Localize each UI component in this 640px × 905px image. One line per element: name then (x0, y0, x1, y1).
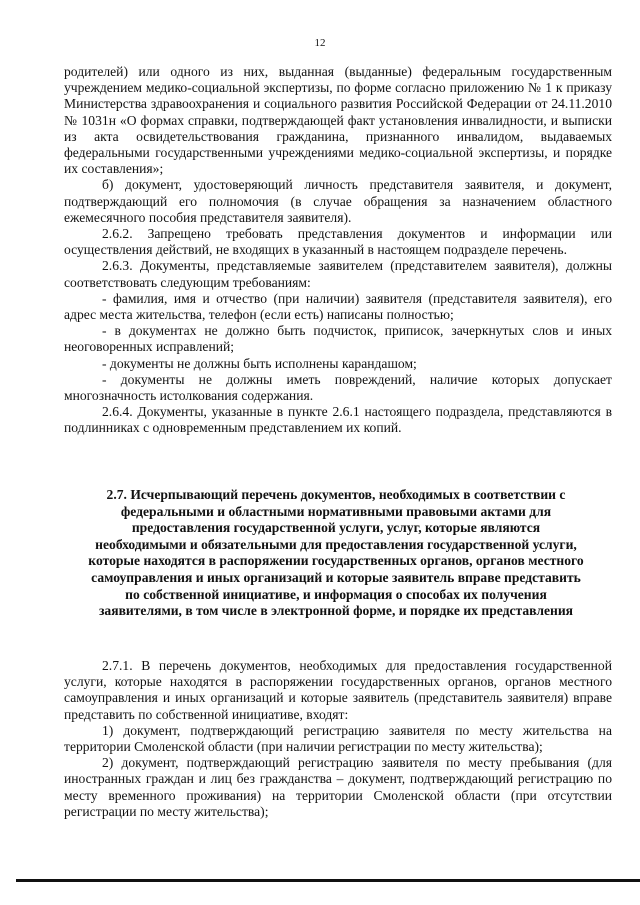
paragraph-2-6-3: 2.6.3. Документы, представляемые заявителем (представителем заявителя), должны соответствовать следующим требованиям: (64, 258, 612, 290)
document-body (64, 64, 612, 437)
paragraph-2-6-2: 2.6.2. Запрещено требовать представления документов и информации или осуществления действий, не входящих в указанный в настоящем подразделе перечень. (64, 226, 612, 258)
paragraph-2-7-1: 2.7.1. В перечень документов, необходимых для предоставления государственной услуги, которые находятся в распоряжении государственных органов, органов местного самоуправления и иных организаций и которые заявитель (представитель заявителя) вправе представить по собственной инициативе, входят: (64, 658, 612, 722)
page-bottom-rule (16, 879, 640, 882)
page-number: 12 (314, 37, 326, 49)
continuation-paragraph: родителей) или одного из них, выданная (выданные) федеральным государственным учреждением медико-социальной экспертизы, по форме согласно приложению № 1 к приказу Министерства здравоохранения и социального развития Российской Федерации от 24.11.2010 № 1031н «О формах справки, подтверждающей факт установления инвалидности, и выписки из акта освидетельствования гражданина, признанного инвалидом, выдаваемых федеральными государственными учреждениями медико-социальной экспертизы, и порядке их составления»; (64, 64, 612, 177)
requirement-item: - документы не должны иметь повреждений, наличие которых допускает многозначность истолкования содержания. (64, 371, 612, 404)
paragraph-2-6-4: 2.6.4. Документы, указанные в пункте 2.6.1 настоящего подраздела, представляются в подлинниках с одновременным представлением их копий. (64, 404, 612, 436)
requirement-item: - фамилия, имя и отчество (при наличии) заявителя (представителя заявителя), его адрес места жительства, телефон (если есть) написаны полностью; (64, 290, 612, 323)
item-b-paragraph: б) документ, удостоверяющий личность представителя заявителя, и документ, подтверждающий его полномочия (в случае обращения за назначением областного ежемесячного пособия представителя заявителя). (64, 177, 612, 225)
list-item: 2) документ, подтверждающий регистрацию заявителя по месту пребывания (для иностранных граждан и лиц без гражданства – документ, подтверждающий регистрацию по месту временного проживания) на территории Смоленской области (при отсутствии регистрации по месту жительства); (64, 755, 612, 819)
requirement-item: - документы не должны быть исполнены карандашом; (102, 355, 417, 371)
section-2-7-body (64, 658, 612, 820)
section-heading-2-7: 2.7. Исчерпывающий перечень документов, необходимых в соответствии с федеральными и областными нормативными правовыми актами для предоставления государственной услуги, услуг, которые являются необходимыми и обязательными для предоставления государственной услуги, которые находятся в распоряжении государственных органов, органов местного самоуправления и иных организаций и которые заявитель вправе представить по собственной инициативе, и информация о способах их получения заявителями, в том числе в электронной форме, и порядке их представления (88, 487, 584, 619)
requirement-item: - в документах не должно быть подчисток, приписок, зачеркнутых слов и иных неоговоренных исправлений; (64, 323, 612, 355)
list-item: 1) документ, подтверждающий регистрацию заявителя по месту жительства на территории Смоленской области (при наличии регистрации по месту жительства); (64, 722, 612, 755)
